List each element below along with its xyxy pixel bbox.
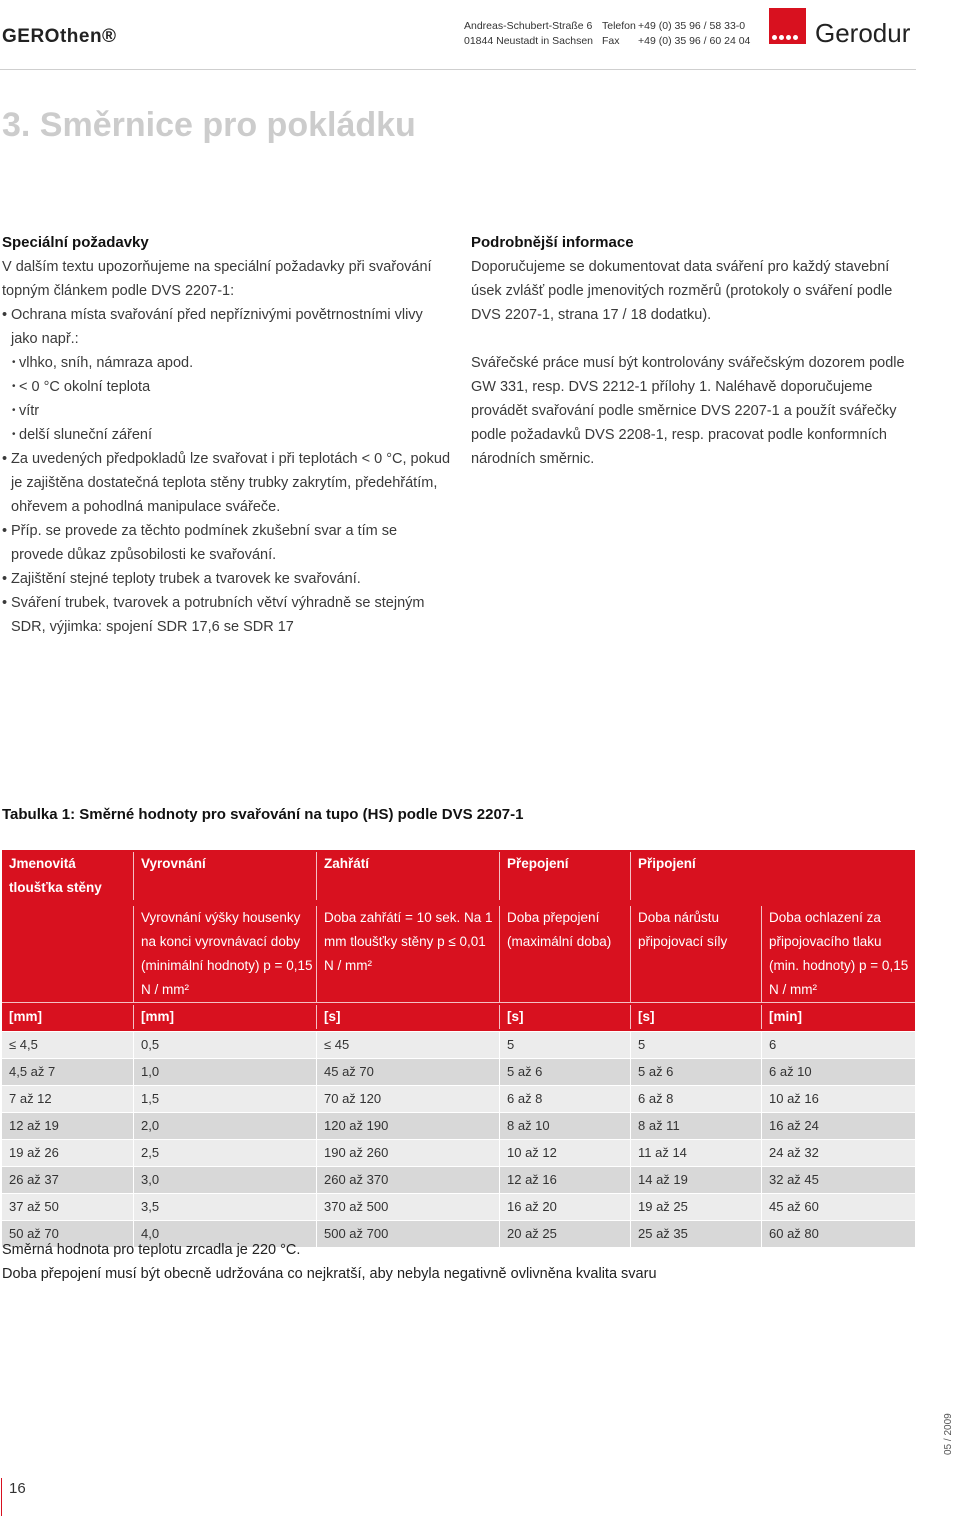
table-cell: 2,0 (133, 1113, 316, 1139)
table-cell: 20 až 25 (499, 1221, 630, 1247)
table-subheader-row (2, 903, 915, 1002)
document-date: 05 / 2009 (943, 1413, 954, 1455)
table-cell: 26 až 37 (9, 1172, 59, 1187)
bullet-same-sdr: • Sváření trubek, tvarovek a potrubních větví výhradně se stejným SDR, výjimka: spojení SDR 17,6 se SDR 17 (2, 591, 452, 639)
table-cell: 60 až 80 (761, 1221, 915, 1247)
table-cell: 5 (630, 1032, 761, 1058)
table-row (2, 1166, 915, 1193)
table-cell: 37 až 50 (9, 1199, 59, 1214)
address-line-city: 01844 Neustadt in Sachsen (464, 35, 594, 47)
table-cell: 6 až 8 (499, 1086, 630, 1112)
table-cell: 24 až 32 (761, 1140, 915, 1166)
table-cell: 6 až 8 (630, 1086, 761, 1112)
info-paragraph-2: Svářečské práce musí být kontrolovány svářečským dozorem podle GW 331, resp. DVS 2212-1 přílohy 1. Naléhavě doporučujeme provádět svařování podle směrnice DVS 2207-1 a použít svářečky podle požadavků DVS 2208-1, resp. pracovat podle konformních národních směrnic. (471, 355, 905, 467)
bullet-low-temperature: • Za uvedených předpokladů lze svařovat i při teplotách < 0 °C, pokud je zajištěna dostatečná teplota stěny trubky zakrytím, předehřátím, ohřevem a pohodlná manipulace svářeče. (2, 447, 452, 519)
table-row (2, 1112, 915, 1139)
subheader-alignment: Vyrovnání výšky housenky na konci vyrovnávací doby (minimální hodnoty) p = 0,15 N / mm² (133, 906, 316, 1002)
subheader-changeover: Doba přepojení (maximální doba) (499, 906, 630, 1002)
gerodur-logo-icon (769, 8, 806, 44)
header-joining: Připojení (630, 852, 915, 900)
table-cell: 12 až 16 (499, 1167, 630, 1193)
table-body (2, 1031, 915, 1247)
brand-logo-gerothen: GEROthen® (2, 26, 117, 47)
table-header (2, 850, 915, 1031)
table-cell: 6 (761, 1032, 915, 1058)
bullet-test-weld: • Příp. se provede za těchto podmínek zkušební svar a tím se provede důkaz způsobilosti ke svařování. (2, 519, 452, 567)
table-cell: 1,0 (133, 1059, 316, 1085)
more-information-section (471, 231, 921, 471)
table-row (2, 1085, 915, 1112)
table-cell: 500 až 700 (316, 1221, 499, 1247)
table-cell: 6 až 10 (761, 1059, 915, 1085)
welding-table (2, 850, 915, 1247)
table-cell: 4,0 (133, 1221, 316, 1247)
table-row (2, 1193, 915, 1220)
sub-item-temperature: • < 0 °C okolní teplota (2, 375, 452, 399)
table-row (2, 1031, 915, 1058)
bullet-weather-protection: • Ochrana místa svařování před nepříznivými povětrnostními vlivy jako např.: (2, 303, 452, 351)
sub-item-moisture: • vlhko, sníh, námraza apod. (2, 351, 452, 375)
fax-label: Fax (602, 35, 620, 47)
subheader-cooling: Doba ochlazení za připojovacího tlaku (min. hodnoty) p = 0,15 N / mm² (761, 906, 915, 1002)
header-wall-thickness: Jmenovitá tloušťka stěny (9, 856, 102, 895)
subheader-heating: Doba zahřátí = 10 sek. Na 1 mm tloušťky stěny p ≤ 0,01 N / mm² (316, 906, 499, 1002)
table-cell: 190 až 260 (316, 1140, 499, 1166)
table-notes (2, 1238, 657, 1286)
unit-cell: [s] (630, 1005, 761, 1029)
sub-item-sunlight: • delší sluneční záření (2, 423, 452, 447)
header-heating: Zahřátí (316, 852, 499, 900)
table-cell: 12 až 19 (9, 1118, 59, 1133)
note-mirror-temperature: Směrná hodnota pro teplotu zrcadla je 220 °C. (2, 1242, 301, 1258)
header-alignment: Vyrovnání (133, 852, 316, 900)
page-title: 3. Směrnice pro pokládku (2, 106, 416, 144)
table-cell: 5 až 6 (630, 1059, 761, 1085)
table-cell: 1,5 (133, 1086, 316, 1112)
table-units-row (2, 1002, 915, 1031)
special-requirements-section (2, 231, 452, 639)
table-cell: 260 až 370 (316, 1167, 499, 1193)
subheader-empty (2, 906, 133, 1002)
table-cell: 3,0 (133, 1167, 316, 1193)
table-cell: 50 až 70 (9, 1226, 59, 1241)
table-cell: 8 až 10 (499, 1113, 630, 1139)
table-cell: 8 až 11 (630, 1113, 761, 1139)
table-cell: 7 až 12 (9, 1091, 52, 1106)
table-cell: 0,5 (133, 1032, 316, 1058)
unit-cell: [mm] (9, 1009, 42, 1024)
table-cell: 45 až 60 (761, 1194, 915, 1220)
table-cell: 11 až 14 (630, 1140, 761, 1166)
table-cell: 5 (499, 1032, 630, 1058)
table-row (2, 1139, 915, 1166)
table-cell: 4,5 až 7 (9, 1064, 56, 1079)
table-cell: 19 až 25 (630, 1194, 761, 1220)
unit-cell: [mm] (133, 1005, 316, 1029)
page-number: 16 (9, 1480, 26, 1497)
table-cell: 70 až 120 (316, 1086, 499, 1112)
table-caption: Tabulka 1: Směrné hodnoty pro svařování na tupo (HS) podle DVS 2207-1 (2, 806, 524, 823)
section-heading-special: Speciální požadavky (2, 234, 149, 251)
table-cell: 14 až 19 (630, 1167, 761, 1193)
contact-labels (602, 19, 636, 49)
page-number-marker (1, 1478, 2, 1516)
unit-cell: [s] (499, 1005, 630, 1029)
table-cell: 19 až 26 (9, 1145, 59, 1160)
address-line-street: Andreas-Schubert-Straße 6 (464, 20, 593, 32)
brand-logo-gerodur: Gerodur (815, 18, 911, 48)
table-cell: 10 až 12 (499, 1140, 630, 1166)
table-row (2, 1058, 915, 1085)
bullet-same-temperature: • Zajištění stejné teploty trubek a tvarovek ke svařování. (2, 567, 452, 591)
unit-cell: [min] (761, 1005, 915, 1029)
table-cell: 370 až 500 (316, 1194, 499, 1220)
table-cell: 10 až 16 (761, 1086, 915, 1112)
note-changeover-time: Doba přepojení musí být obecně udržována co nejkratší, aby nebyla negativně ovlivněna kvalita svaru (2, 1266, 657, 1282)
table-cell: ≤ 4,5 (9, 1037, 38, 1052)
company-address (464, 19, 593, 49)
table-cell: 16 až 24 (761, 1113, 915, 1139)
subheader-pressure-buildup: Doba nárůstu připojovací síly (630, 906, 761, 1002)
phone-value: +49 (0) 35 96 / 58 33-0 (638, 20, 746, 32)
table-cell: 5 až 6 (499, 1059, 630, 1085)
table-cell: 120 až 190 (316, 1113, 499, 1139)
sub-item-wind: • vítr (2, 399, 452, 423)
intro-text: V dalším textu upozorňujeme na speciální požadavky při svařování topným článkem podle DVS 2207-1: (2, 259, 432, 299)
unit-cell: [s] (316, 1005, 499, 1029)
fax-value: +49 (0) 35 96 / 60 24 04 (638, 35, 751, 47)
table-cell: 3,5 (133, 1194, 316, 1220)
section-heading-info: Podrobnější informace (471, 234, 634, 251)
contact-values (638, 19, 750, 49)
header-changeover: Přepojení (499, 852, 630, 900)
table-cell: ≤ 45 (316, 1032, 499, 1058)
table-cell: 45 až 70 (316, 1059, 499, 1085)
table-cell: 16 až 20 (499, 1194, 630, 1220)
table-cell: 25 až 35 (630, 1221, 761, 1247)
header-divider (0, 69, 916, 70)
table-group-row (2, 850, 915, 903)
info-paragraph-1: Doporučujeme se dokumentovat data sváření pro každý stavební úsek zvlášť podle jmenovitých rozměrů (protokoly o sváření podle DVS 2207-1, strana 17 / 18 dodatku). (471, 259, 893, 323)
table-cell: 2,5 (133, 1140, 316, 1166)
table-cell: 32 až 45 (761, 1167, 915, 1193)
phone-label: Telefon (602, 20, 636, 32)
